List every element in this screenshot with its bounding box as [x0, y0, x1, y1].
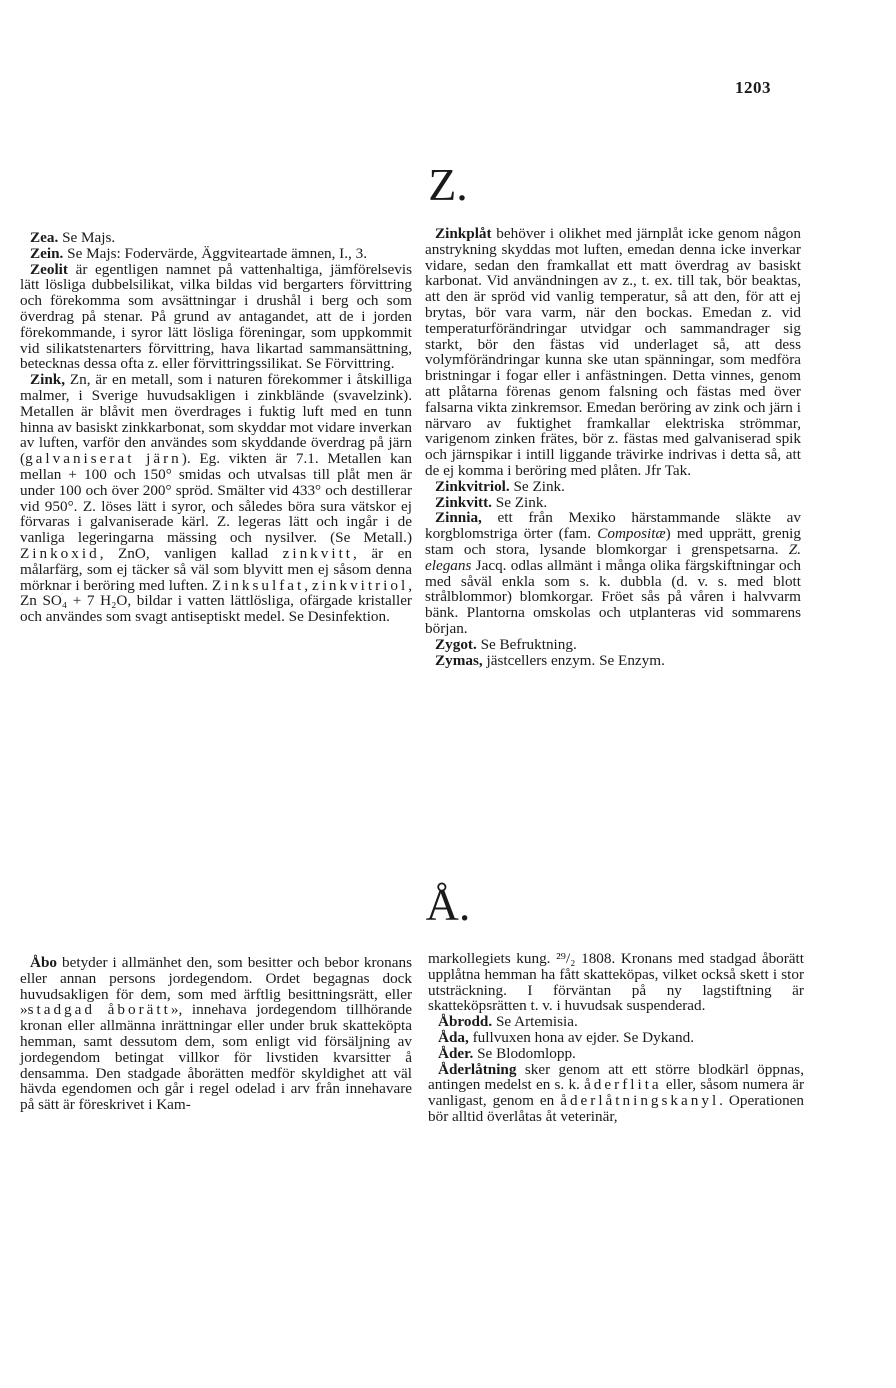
- z-right-column: [425, 226, 801, 668]
- entry-zinkplat: Zinkplåt behöver i olikhet med järnplåt icke genom någon anstrykning skyddas mot luften, emedan denna icke inverkar vidare, sedan den framkallat ett matt överdrag av basiskt karbonat. Vid användningen av z., t. ex. till tak, bör beaktas, att den är spröd vid vanlig temperatur, så att den, för att ej brytas, bör vara varm, när den bockas. Emedan z. vid temperaturförändringar utvidgar och sammandrager sig starkt, bör den fästas vid underlaget så, att dess volymförändringar kunna ske utan spänningar, som medföra bristningar i fogar eller i anfästningen. Detta vinnes, genom att plåtarna förenas genom falsning och fästas med över falsarna vikta zinkremsor. Emedan beröring av zink och järn i närvaro av fuktighet framkallar elektriska strömmar, varigenom zinken frätes, bör z. fästas med galvaniserad spik och järnspikar i intill liggande trävirke indrivas i detta så, att de ej komma i beröring med plåten. Jfr Tak.: [425, 225, 801, 479]
- entry-abo-continued: markollegiets kung. ²⁹/₂ 1808. Kronans med stadgad åborätt upplåtna hemman ha fått skatteköpas, vilket också skett i stor utsträckning. I förväntan på ny lagstiftning är skatteköpsrätten t. v. i huvudsak suspenderad.: [428, 950, 804, 1015]
- entry-abrodd: Åbrodd. Se Artemisia.: [438, 1013, 578, 1031]
- entry-ader: Åder. Se Blodomlopp.: [438, 1044, 576, 1062]
- entry-zymas: Zymas, jästcellers enzym. Se Enzym.: [435, 651, 665, 669]
- entry-zinkvitriol: Zinkvitriol. Se Zink.: [435, 477, 565, 495]
- section-heading-aa: Å.: [425, 879, 471, 930]
- entry-zinnia: Zinnia, ett från Mexiko härstammande släkte av korgblomstriga örter (fam. Compositæ) med upprätt, grenig stam och stora, lysande blomkorgar i grenspetsarna. Z. elegans Jacq. odlas allmänt i många olika färgskiftningar och med såväl enkla som s. k. dubbla (d. v. s. med blott strålblommor) blomkorgar. Fröet sås på våren i halvvarm bänk. Plantorna omskolas och utplanteras vid sommarens början.: [425, 509, 801, 637]
- section-heading-z: Z.: [428, 159, 468, 210]
- page-number: 1203: [735, 78, 771, 97]
- entry-zein: Zein. Se Majs: Fodervärde, Äggviteartade ämnen, I., 3.: [30, 244, 368, 262]
- aa-left-column: [20, 955, 412, 1113]
- entry-zink: Zink, Zn, är en metall, som i naturen förekommer i åtskilliga malmer, i Sverige huvudsakligen i zinkblände (svavelzink). Metallen är blåvit men överdrages i fuktig luft med en tunn hinna av basiskt zinkkarbonat, som skyddar mot vidare inverkan av luften, varför den användes som skyddande överdrag på järn (galvaniserat järn). Eg. vikten är 7.1. Metallen kan mellan + 100 och 150° smidas och utvalsas till plåt men är under 100 och över 200° spröd. Smälter vid 433° och destillerar vid 950°. Z. löses lätt i syror, och således böra sura vätskor ej förvaras i galvaniserade kärl. Z. legeras lätt och ingår i de vanliga legeringarna mässing och nysilver. (Se Metall.) Zinkoxid, ZnO, vanligen kallad zinkvitt, är en målarfärg, som ej täcker så väl som blyvitt men ej såsom denna mörknar i beröring med luften. Zinksulfat, zinkvitriol, Zn SO₄ + 7 H₂O, bildar i vatten lättlösliga, ofärgade kristaller och användes som svagt antiseptiskt medel. Se Desinfektion.: [20, 371, 413, 626]
- entry-zeolit: Zeolit är egentligen namnet på vattenhaltiga, jämförelsevis lätt lösliga dubbelsilikat, vilka bildas vid bergarters förvittring och förekomma som avsättningar i drushål i berg och som överdrag på stenar. På grund av antagandet, att de i jorden förekommande, i syror lätt lösliga föreningar, som uppkommit vid silikatstenarters förvittring, hava likartad sammansättning, betecknas dessa ofta z. eller förvittringssilikat. Se Förvittring.: [20, 260, 412, 373]
- aa-right-column: [428, 951, 804, 1125]
- entry-ada: Åda, fullvuxen hona av ejder. Se Dykand.: [438, 1028, 695, 1046]
- entry-aderlatning: Åderlåtning sker genom att ett större blodkärl öppnas, antingen medelst en s. k. åderflita eller, såsom numera är vanligast, genom en åderlåtningskanyl. Operationen bör alltid överlåtas åt veterinär,: [428, 1060, 804, 1125]
- entry-zygot: Zygot. Se Befruktning.: [435, 635, 577, 653]
- entry-abo: Åbo betyder i allmänhet den, som besitter och bebor kronans eller annan persons jordegendom. Ordet begagnas dock huvudsakligen för dem, som med ärftlig besittningsrätt, eller »stadgad åborätt», innehava jordegendom tillhörande kronan eller allmänna inrättningar eller under bruk skatteköpta hemman, samt dessutom dem, som enligt vid försäljning av jordegendom betingat villkor för livstiden kvarsitter å densamma. Den stadgade åborätten medför skyldighet att väl hävda egendomen och går i regel odelad i arv från innehavare på sätt är föreskrivet i Kam-: [20, 954, 413, 1114]
- entry-zea: Zea. Se Majs.: [30, 229, 116, 246]
- z-left-column: [20, 230, 412, 625]
- entry-zinkvitt: Zinkvitt. Se Zink.: [435, 493, 548, 511]
